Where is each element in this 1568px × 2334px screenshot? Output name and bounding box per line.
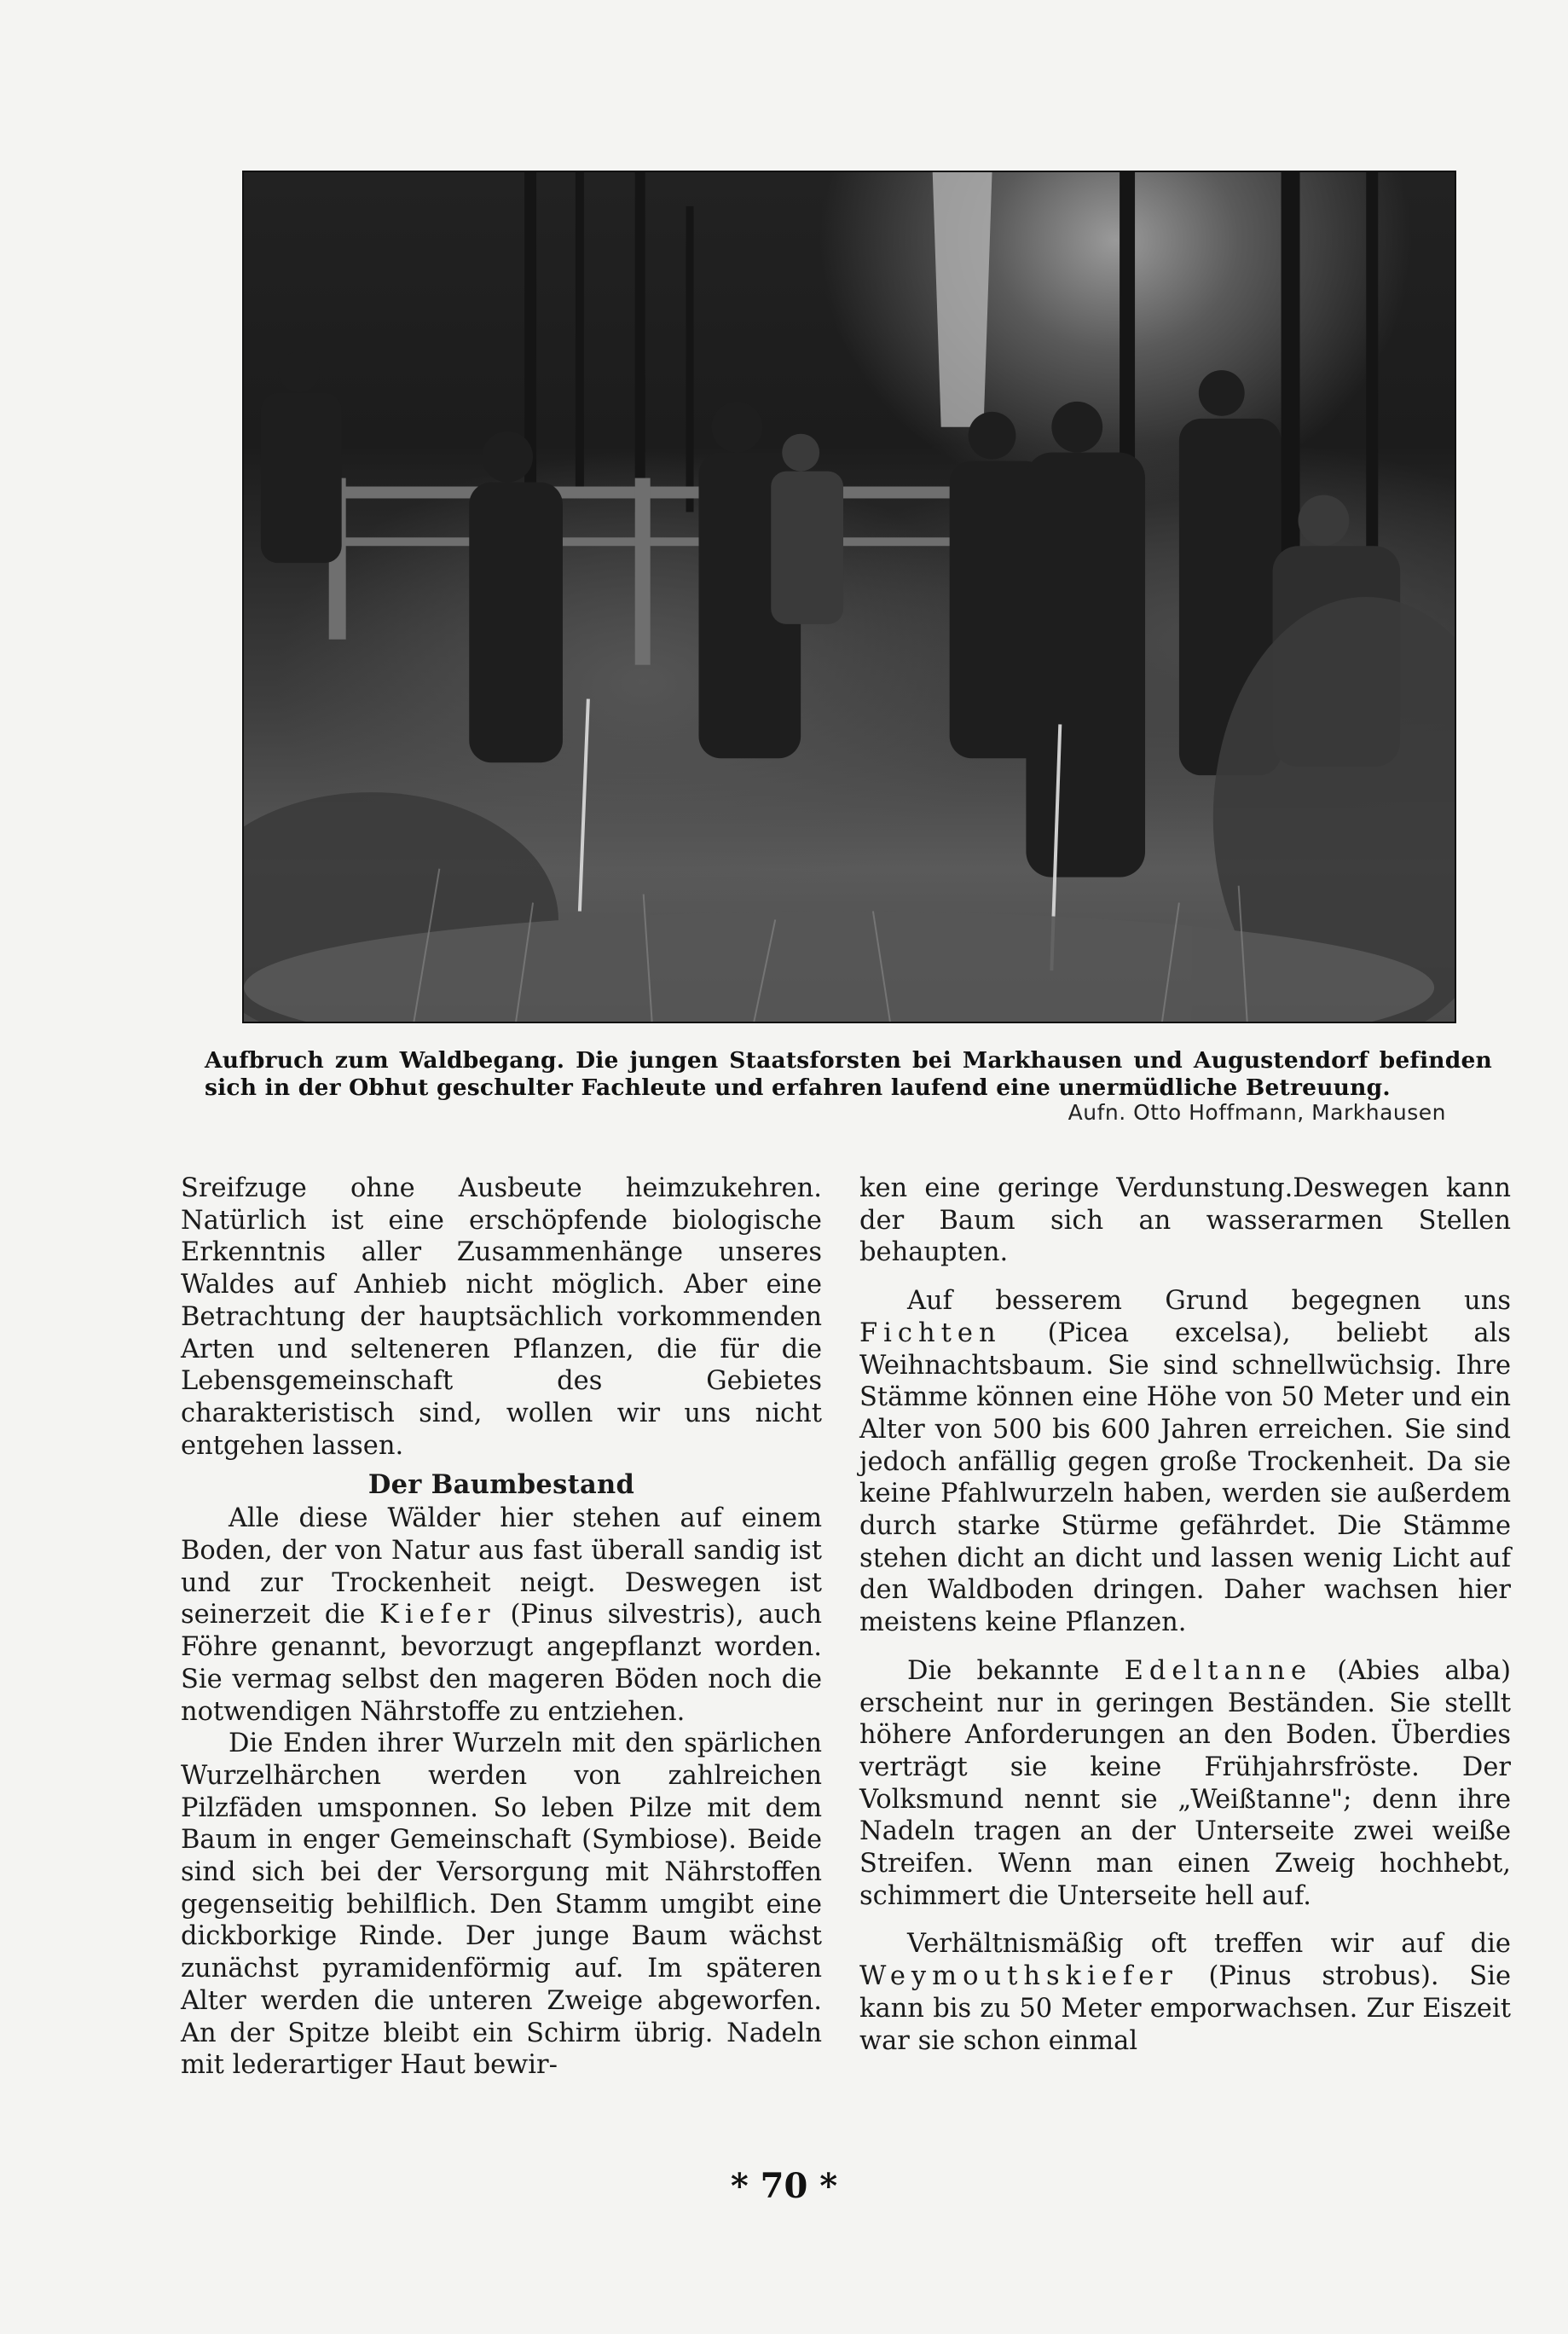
paragraph: Auf besserem Grund begegnen uns Fichten (Picea excelsa), beliebt als Weihnachtsbaum. Sie sind schnellwüchsig. Ihre Stämme können eine Höhe von 50 Meter und ein Alter von 500 bis 600 Jahren erreichen. Sie sind jedoch anfällig gegen große Trockenheit. Da sie keine Pfahlwurzeln haben, werden sie außerdem durch starke Stürme gefährdet. Die Stämme stehen dicht an dicht und lassen wenig Licht auf den Waldboden dringen. Daher wachsen hier meistens keine Pflanzen. — [859, 1286, 1511, 1638]
species-term: Kiefer — [379, 1600, 496, 1630]
species-term: Weymouthskiefer — [859, 1961, 1178, 1992]
forest-photograph — [242, 171, 1456, 1023]
paragraph: Die Enden ihrer Wurzeln mit den spärlichen Wurzelhärchen werden von zahlreichen Pilzfäden umsponnen. So leben Pilze mit dem Baum in enger Gemeinschaft (Symbiose). Beide sind sich bei der Versorgung mit Nährstoffen gegenseitig behilflich. Den Stamm umgibt eine dickborkige Rinde. Der junge Baum wächst zunächst pyramidenförmig auf. Im späteren Alter werden die unteren Zweige abgeworfen. An der Spitze bleibt ein Schirm übrig. Nadeln mit lederartiger Haut bewir- — [181, 1729, 822, 2081]
photo-caption — [205, 1047, 1492, 1102]
paragraph: Sreifzuge ohne Ausbeute heimzukehren. Natürlich ist eine erschöpfende biologische Erkenntnis aller Zusammenhänge unseres Waldes auf Anhieb nicht möglich. Aber eine Betrachtung der hauptsächlich vorkommenden Arten und selteneren Pflanzen, die für die Lebensgemeinschaft des Gebietes charakteristisch sind, wollen wir uns nicht entgehen lassen. — [181, 1173, 822, 1461]
photo-credit: Aufn. Otto Hoffmann, Markhausen — [1068, 1100, 1446, 1125]
right-column — [859, 1173, 1511, 2057]
page-number: * 70 * — [730, 2166, 838, 2206]
paragraph: Verhältnismäßig oft treffen wir auf die Weymouthskiefer (Pinus strobus). Sie kann bis zu 50 Meter emporwachsen. Zur Eiszeit war sie schon einmal — [859, 1929, 1511, 2056]
paragraph: ken eine geringe Verdunstung.Deswegen kann der Baum sich an wasserarmen Stellen behaupten. — [859, 1173, 1511, 1268]
caption-text: Aufbruch zum Waldbegang. Die jungen Staatsforsten bei Markhausen und Augustendorf befinden sich in der Obhut geschulter Fachleute und erfahren laufend eine unermüdliche Betreuung. — [205, 1047, 1492, 1101]
photograph-icon — [244, 172, 1455, 1022]
paragraph: Die bekannte Edeltanne (Abies alba) erscheint nur in geringen Beständen. Sie stellt höhere Anforderungen an den Boden. Überdies verträgt sie keine Frühjahrsfröste. Der Volksmund nennt sie „Weißtanne"; denn ihre Nadeln tragen an der Unterseite zwei weiße Streifen. Wenn man einen Zweig hochhebt, schimmert die Unterseite hell auf. — [859, 1655, 1511, 1911]
species-term: Edeltanne — [1124, 1655, 1312, 1686]
paragraph: Alle diese Wälder hier stehen auf einem Boden, der von Natur aus fast überall sandig ist und zur Trockenheit neigt. Deswegen ist seinerzeit die Kiefer (Pinus silvestris), auch Föhre genannt, bevorzugt angepflanzt worden. Sie vermag selbst den mageren Böden noch die notwendigen Nährstoffe zu entziehen. — [181, 1503, 822, 1727]
species-term: Fichten — [859, 1318, 1002, 1348]
section-heading: Der Baumbestand — [367, 1469, 635, 1501]
left-column — [181, 1173, 822, 2082]
